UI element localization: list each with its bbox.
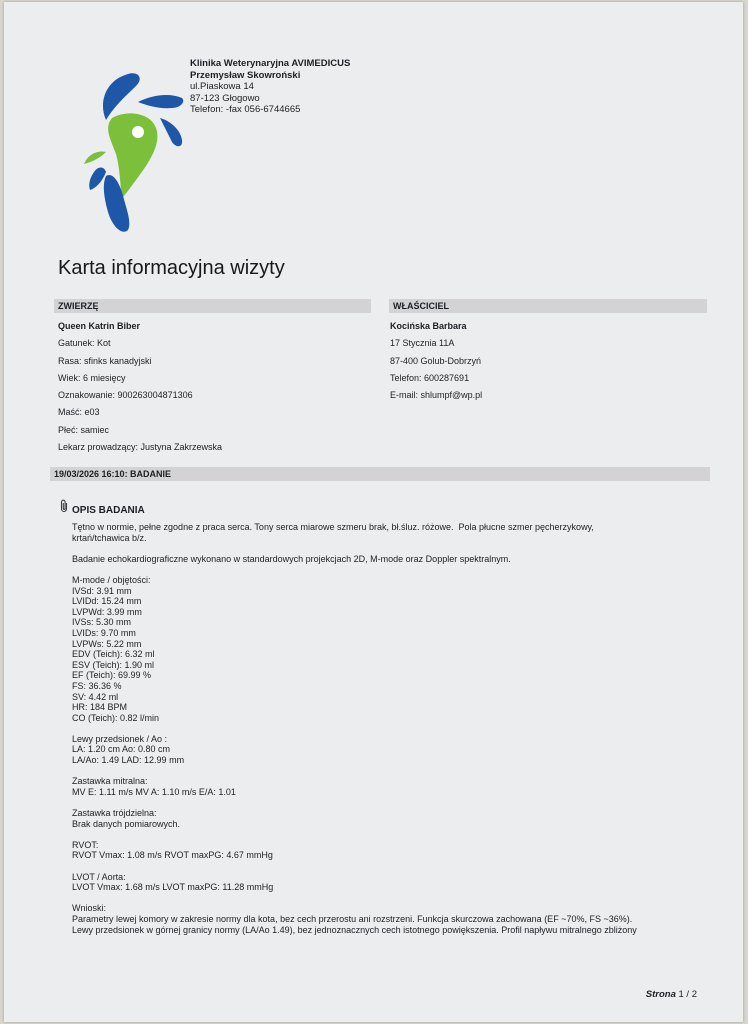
tricuspid-line: Zastawka trójdzielna: bbox=[72, 808, 157, 819]
exam-description bbox=[72, 522, 712, 935]
mmode-line: LVPWs: 5.22 mm bbox=[72, 638, 142, 649]
paperclip-icon bbox=[60, 499, 69, 513]
page-label: Strona bbox=[645, 989, 676, 1000]
animal-row: Maść: e03 bbox=[58, 407, 100, 418]
animal-name: Queen Katrin Biber bbox=[58, 321, 141, 331]
lvot-line: LVOT Vmax: 1.68 m/s LVOT maxPG: 11.28 mmHg bbox=[72, 882, 274, 893]
rvot-line: RVOT: bbox=[72, 839, 99, 850]
intro-line: Tętno w normie, pełne zgodne z praca serca. Tony serca miarowe szmeru brak, bł.śluz. różowe. Pola płucne szmer pęcherzykowy, bbox=[72, 522, 594, 532]
animal-header: ZWIERZĘ bbox=[54, 299, 371, 313]
animal-row: Wiek: 6 miesięcy bbox=[58, 372, 126, 383]
mmode-line: LVPWd: 3.99 mm bbox=[72, 606, 142, 617]
animal-row: Lekarz prowadzący: Justyna Zakrzewska bbox=[58, 442, 223, 453]
mmode-line: SV: 4.42 ml bbox=[72, 691, 119, 702]
la-line: LA: 1.20 cm Ao: 0.80 cm bbox=[72, 744, 171, 755]
conclusion-line: Parametry lewej komory w zakresie normy dla kota, bez cech przerostu ani rozstrzeni. Funkcja skurczowa zachowana (EF ~70%, FS ~36%). bbox=[72, 913, 633, 924]
owner-row: Telefon: 600287691 bbox=[390, 372, 470, 383]
mmode-line: EDV (Teich): 6.32 ml bbox=[72, 649, 155, 660]
owner-header: WŁAŚCICIEL bbox=[389, 299, 707, 313]
echo-line: Badanie echokardiograficzne wykonano w standardowych projekcjach 2D, M-mode oraz Doppler spektralnym. bbox=[72, 553, 511, 564]
page-indicator bbox=[646, 989, 697, 1000]
owner-row: 17 Stycznia 11A bbox=[390, 338, 455, 349]
mmode-line: LVIDd: 15.24 mm bbox=[72, 596, 142, 607]
lvot-line: LVOT / Aorta: bbox=[72, 871, 126, 882]
owner-row: 87-400 Golub-Dobrzyń bbox=[390, 355, 482, 366]
la-line: LA/Ao: 1.49 LAD: 12.99 mm bbox=[72, 755, 185, 766]
conclusion-line: Lewy przedsionek w górnej granicy normy (LA/Ao 1.49), bez jednoznacznych cech istotnego powiększenia. Profil napływu mitralnego zbliżony bbox=[72, 924, 637, 935]
la-line: Lewy przedsionek / Ao : bbox=[72, 733, 168, 744]
mmode-line: IVSs: 5.30 mm bbox=[72, 617, 132, 628]
animal-row: Płeć: samiec bbox=[58, 424, 110, 435]
mmode-line: EF (Teich): 69.99 % bbox=[72, 670, 152, 681]
clinic-logo bbox=[76, 68, 194, 236]
intro-line: krtań/tchawica b/z. bbox=[72, 532, 147, 543]
visit-header: 19/03/2026 16:10: BADANIE bbox=[50, 467, 710, 481]
mmode-line: M-mode / objętości: bbox=[72, 574, 151, 585]
owner-row: E-mail: shlumpf@wp.pl bbox=[390, 390, 483, 401]
mmode-line: IVSd: 3.91 mm bbox=[72, 585, 132, 596]
clinic-doctor: Przemysław Skowroński bbox=[190, 69, 301, 81]
animal-details bbox=[58, 318, 368, 456]
tricuspid-line: Brak danych pomiarowych. bbox=[72, 818, 181, 829]
owner-name: Kocińska Barbara bbox=[390, 321, 467, 331]
mmode-line: ESV (Teich): 1.90 ml bbox=[72, 659, 155, 670]
clinic-city: 87-123 Głogowo bbox=[190, 92, 260, 104]
animal-row: Rasa: sfinks kanadyjski bbox=[58, 355, 152, 366]
mmode-line: LVIDs: 9.70 mm bbox=[72, 627, 136, 638]
conclusion-line: Wnioski: bbox=[72, 903, 107, 914]
mmode-line: FS: 36.36 % bbox=[72, 680, 122, 691]
document-page bbox=[4, 2, 743, 1022]
mmode-line: HR: 184 BPM bbox=[72, 702, 128, 713]
page-title: Karta informacyjna wizyty bbox=[58, 257, 285, 279]
rvot-line: RVOT Vmax: 1.08 m/s RVOT maxPG: 4.67 mmHg bbox=[72, 850, 273, 861]
mmode-line: CO (Teich): 0.82 l/min bbox=[72, 712, 160, 723]
mitral-line: MV E: 1.11 m/s MV A: 1.10 m/s E/A: 1.01 bbox=[72, 786, 236, 797]
clinic-street: ul.Piaskowa 14 bbox=[190, 81, 254, 92]
animal-row: Oznakowanie: 900263004871306 bbox=[58, 390, 193, 401]
owner-details bbox=[390, 318, 700, 404]
clinic-header bbox=[190, 58, 350, 116]
clinic-name: Klinika Weterynaryjna AVIMEDICUS bbox=[190, 58, 351, 69]
mitral-line: Zastawka mitralna: bbox=[72, 776, 148, 787]
section-title: OPIS BADANIA bbox=[72, 505, 145, 516]
animal-row: Gatunek: Kot bbox=[58, 338, 111, 349]
page-number: 1 / 2 bbox=[678, 989, 697, 1000]
clinic-phone: Telefon: -fax 056-6744665 bbox=[190, 104, 301, 115]
